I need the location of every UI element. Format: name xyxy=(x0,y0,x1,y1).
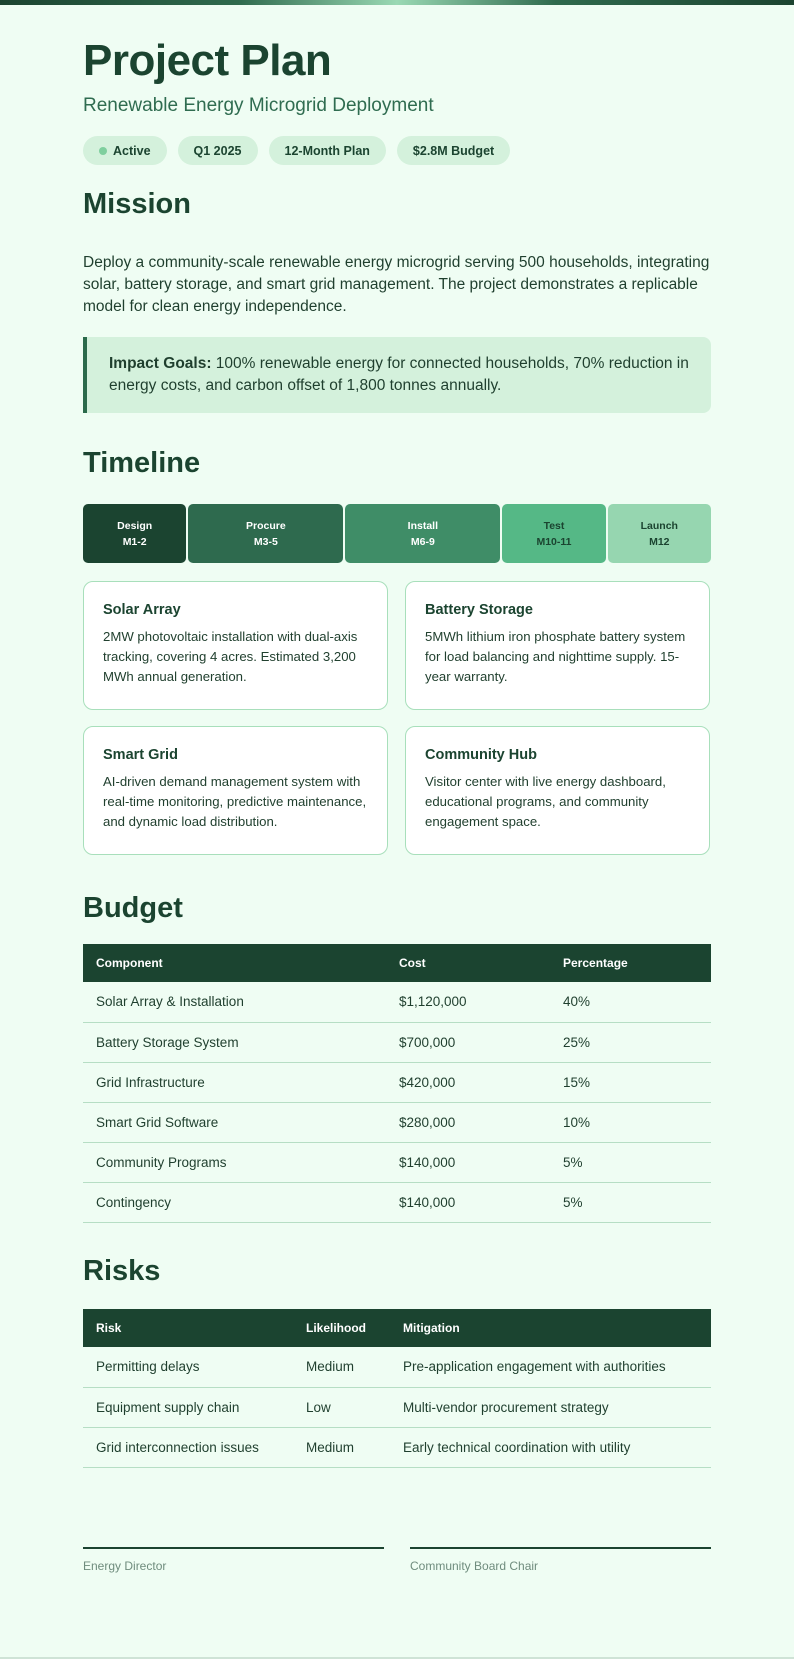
card-text: AI-driven demand management system with real-time monitoring, predictive maintenance, and dynamic load distribution. xyxy=(103,774,367,829)
card-text: 2MW photovoltaic installation with dual-axis tracking, covering 4 acres. Estimated 3,200 MWh annual generation. xyxy=(103,629,358,684)
table-cell: Smart Grid Software xyxy=(83,1102,386,1142)
phase-name: Launch xyxy=(640,519,678,532)
callout-text: 100% renewable energy for connected households, 70% reduction in energy costs, and carbon offset of 1,800 tonnes annually. xyxy=(109,355,689,394)
table-cell: $140,000 xyxy=(386,1142,550,1182)
risks-heading: Risks xyxy=(83,1255,161,1287)
card-text: Visitor center with live energy dashboard, educational programs, and community engagement space. xyxy=(425,774,666,829)
card-community-hub xyxy=(405,726,710,855)
table-row xyxy=(83,1142,711,1182)
phase-name: Test xyxy=(543,519,565,532)
table-cell: $280,000 xyxy=(386,1102,550,1142)
table-cell: 5% xyxy=(550,1142,711,1182)
budget-heading: Budget xyxy=(83,892,183,924)
column-header: Risk xyxy=(83,1309,293,1347)
card-smart-grid xyxy=(83,726,388,855)
table-cell: Permitting delays xyxy=(83,1347,293,1387)
signature-energy-director: Energy Director xyxy=(83,1547,384,1573)
top-accent-bar xyxy=(0,0,794,5)
table-cell: 25% xyxy=(550,1022,711,1062)
column-header: Mitigation xyxy=(390,1309,711,1347)
table-cell: Battery Storage System xyxy=(83,1022,386,1062)
table-cell: Early technical coordination with utility xyxy=(390,1427,711,1467)
column-header: Cost xyxy=(386,944,550,982)
quarter-badge: Q1 2025 xyxy=(178,136,258,165)
card-solar-array xyxy=(83,581,388,710)
status-dot-icon xyxy=(99,147,107,155)
table-row xyxy=(83,1022,711,1062)
table-row xyxy=(83,1062,711,1102)
phase-months: M6-9 xyxy=(410,535,435,548)
timeline-phase xyxy=(188,504,343,563)
budget-badge: $2.8M Budget xyxy=(397,136,510,165)
risks-table xyxy=(83,1309,711,1468)
table-cell: Medium xyxy=(293,1347,390,1387)
column-header: Likelihood xyxy=(293,1309,390,1347)
phase-name: Procure xyxy=(245,519,286,532)
table-cell: Equipment supply chain xyxy=(83,1387,293,1427)
table-cell: Multi-vendor procurement strategy xyxy=(390,1387,711,1427)
phase-name: Install xyxy=(407,519,438,532)
card-title: Smart Grid xyxy=(103,747,178,763)
table-cell: Pre-application engagement with authorities xyxy=(390,1347,711,1387)
table-row xyxy=(83,1182,711,1222)
table-row xyxy=(83,1347,711,1387)
table-cell: 10% xyxy=(550,1102,711,1142)
table-header-row xyxy=(83,944,711,982)
tag-row xyxy=(83,136,510,165)
table-cell: $1,120,000 xyxy=(386,982,550,1022)
phase-months: M10-11 xyxy=(536,535,572,548)
table-cell: 5% xyxy=(550,1182,711,1222)
timeline-phase xyxy=(502,504,605,563)
impact-goals-callout xyxy=(83,337,711,413)
card-title: Community Hub xyxy=(425,747,537,763)
page-title: Project Plan xyxy=(83,36,332,85)
phase-name: Design xyxy=(117,519,153,532)
table-cell: Grid Infrastructure xyxy=(83,1062,386,1102)
mission-text: Deploy a community-scale renewable energy microgrid serving 500 households, integrating solar, battery storage, and smart grid management. The project demonstrates a replicable model for clean energy independence. xyxy=(83,254,710,315)
table-cell: $700,000 xyxy=(386,1022,550,1062)
phase-months: M1-2 xyxy=(122,535,147,548)
table-row xyxy=(83,1102,711,1142)
timeline-phase xyxy=(608,504,711,563)
table-header-row xyxy=(83,1309,711,1347)
table-cell: 40% xyxy=(550,982,711,1022)
phase-months: M12 xyxy=(649,535,670,548)
table-cell: 15% xyxy=(550,1062,711,1102)
card-battery-storage xyxy=(405,581,710,710)
column-header: Percentage xyxy=(550,944,711,982)
table-cell: Community Programs xyxy=(83,1142,386,1182)
timeline-phase xyxy=(345,504,500,563)
callout-label: Impact Goals: xyxy=(109,355,212,372)
page-subtitle: Renewable Energy Microgrid Deployment xyxy=(83,95,434,116)
table-cell: Low xyxy=(293,1387,390,1427)
table-cell: Contingency xyxy=(83,1182,386,1222)
timeline-phase xyxy=(83,504,186,563)
signature-board-chair: Community Board Chair xyxy=(410,1547,711,1573)
timeline-bar xyxy=(83,504,711,563)
table-row xyxy=(83,982,711,1022)
table-cell: Medium xyxy=(293,1427,390,1467)
status-badge xyxy=(83,136,167,165)
mission-heading: Mission xyxy=(83,188,191,220)
table-row xyxy=(83,1427,711,1467)
duration-badge: 12-Month Plan xyxy=(269,136,386,165)
budget-table xyxy=(83,944,711,1223)
timeline-heading: Timeline xyxy=(83,447,201,479)
table-row xyxy=(83,1387,711,1427)
table-cell: $420,000 xyxy=(386,1062,550,1102)
table-cell: Grid interconnection issues xyxy=(83,1427,293,1467)
card-text: 5MWh lithium iron phosphate battery system for load balancing and nighttime supply. 15-year warranty. xyxy=(425,629,686,684)
phase-months: M3-5 xyxy=(253,535,278,548)
table-cell: Solar Array & Installation xyxy=(83,982,386,1022)
card-title: Battery Storage xyxy=(425,602,533,618)
card-title: Solar Array xyxy=(103,602,181,618)
status-badge-label: Active xyxy=(113,143,151,158)
table-cell: $140,000 xyxy=(386,1182,550,1222)
column-header: Component xyxy=(83,944,386,982)
